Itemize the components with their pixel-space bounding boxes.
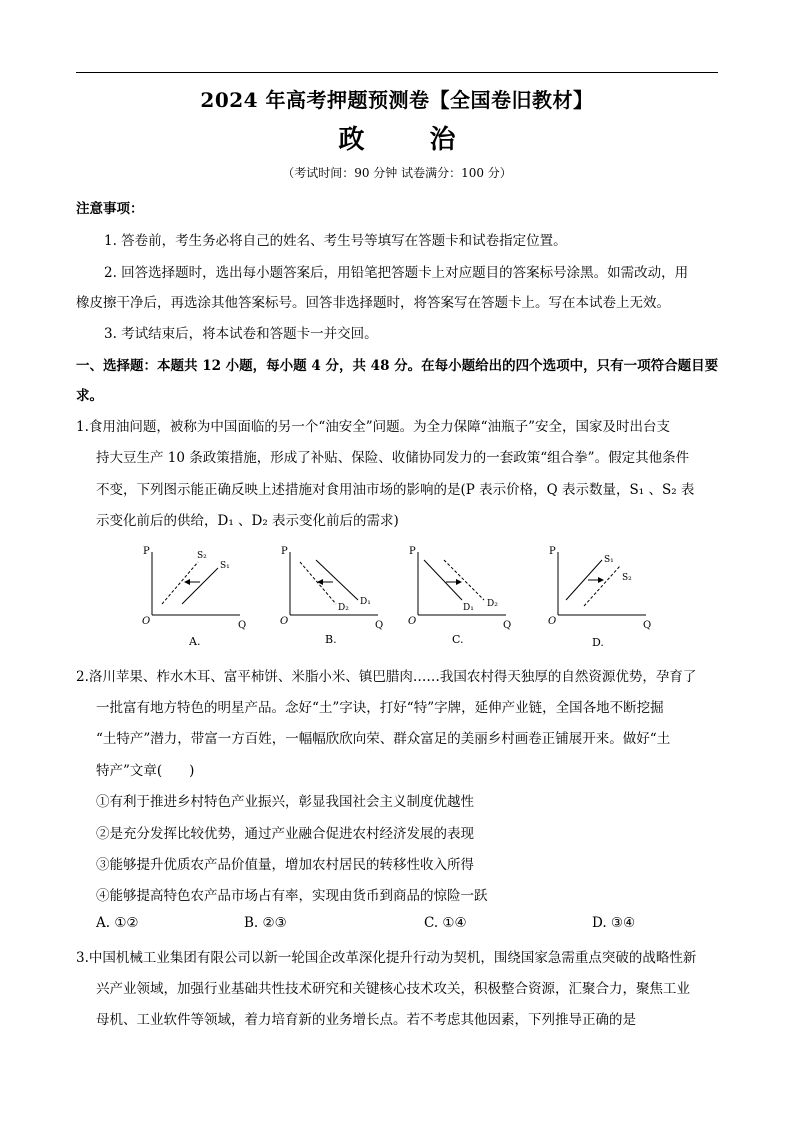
curve-label: D₂ (487, 599, 498, 609)
answer-option-d: D. ③④ (592, 915, 636, 931)
axis-label-q: Q (643, 620, 652, 631)
curve-label: S₁ (220, 561, 230, 571)
curve-label: D₁ (360, 597, 371, 607)
question-text: 特产”文章( ) (96, 763, 195, 779)
notice-heading: 注意事项： (76, 201, 144, 217)
question-text: 兴产业领域，加强行业基础共性技术研究和关键核心技术攻关，积极整合资源，汇聚合力，聚焦工业 (96, 981, 690, 997)
question-text: 1.食用油问题，被称为中国面临的另一个“油安全”问题。为全力保障“油瓶子”安全，国家及时出台支 (76, 419, 670, 435)
graph-a (142, 546, 246, 648)
question-text: 一批富有地方特色的明星产品。念好“土”字诀，打好“特”字牌，延伸产业链，全国各地不断挖掘 (96, 700, 664, 716)
section-heading: 一、选择题：本题共 12 小题，每小题 4 分，共 48 分。在每小题给出的四个选项中，只有一项符合题目要 (76, 358, 719, 374)
curve-s1 (182, 568, 218, 604)
question-text: “土特产”潜力，带富一方百姓，一幅幅欣欣向荣、群众富足的美丽乡村画卷正铺展开来。做好“土 (96, 731, 671, 747)
origin-label: O (142, 616, 151, 627)
curve-label: D₁ (463, 603, 474, 613)
graph-label: A. (189, 635, 201, 648)
curve-label: S₁ (604, 555, 614, 565)
origin-label: O (548, 616, 557, 627)
section-heading-cont: 求。 (76, 388, 103, 404)
statement: ④能够提高特色农产品市场占有率，实现由货币到商品的惊险一跃 (96, 888, 488, 904)
curve-label: S₂ (197, 551, 207, 561)
origin-label: O (408, 616, 417, 627)
graph-label: D. (592, 636, 604, 649)
exam-title: 2024 年高考押题预测卷【全国卷旧教材】 (200, 88, 594, 112)
graph-c (408, 546, 511, 646)
curve-s2 (162, 562, 198, 604)
axis-label-q: Q (238, 620, 247, 631)
q1-graph-figure (0, 540, 794, 655)
graph-label: B. (325, 633, 337, 646)
answer-option-c: C. ①④ (424, 915, 467, 931)
axis-label-p: P (143, 546, 150, 557)
axis-label-p: P (281, 546, 288, 557)
question-text: 不变，下列图示能正确反映上述措施对食用油市场的影响的是(P 表示价格，Q 表示数量，S₁ 、S₂ 表 (96, 482, 695, 498)
question-text: 母机、工业软件等领域，着力培育新的业务增长点。若不考虑其他因素，下列推导正确的是 (96, 1012, 636, 1028)
curve-d2 (444, 560, 484, 600)
notice-item: 3. 考试结束后，将本试卷和答题卡一并交回。 (104, 326, 378, 342)
curve-label: S₂ (622, 573, 632, 583)
axis-label-p: P (549, 546, 556, 557)
axis-label-q: Q (375, 620, 384, 631)
origin-label: O (280, 616, 289, 627)
axis-label-q: Q (503, 620, 512, 631)
curve-d1 (424, 560, 462, 600)
question-text: 2.洛川苹果、柞水木耳、富平柿饼、米脂小米、镇巴腊肉……我国农村得天独厚的自然资源优势，孕育了 (76, 669, 697, 685)
header-rule (76, 72, 718, 73)
subject-title: 政 治 (338, 125, 484, 155)
question-text: 持大豆生产 10 条政策措施，形成了补贴、保险、收储协同发力的一套政策“组合拳”。假定其他条件 (96, 450, 690, 466)
graph-d (548, 546, 651, 649)
question-text: 示变化前后的供给，D₁ 、D₂ 表示变化前后的需求) (96, 513, 399, 529)
statement: ①有利于推进乡村特色产业振兴，彰显我国社会主义制度优越性 (96, 794, 474, 810)
question-text: 3.中国机械工业集团有限公司以新一轮国企改革深化提升行动为契机，围绕国家急需重点突破的战略性新 (76, 950, 697, 966)
statement: ③能够提升优质农产品价值量，增加农村居民的转移性收入所得 (96, 857, 474, 873)
answer-option-b: B. ②③ (244, 915, 287, 931)
statement: ②是充分发挥比较优势，通过产业融合促进农村经济发展的表现 (96, 826, 474, 842)
notice-item: 1. 答卷前，考生务必将自己的姓名、考生号等填写在答题卡和试卷指定位置。 (104, 233, 567, 249)
axis-label-p: P (409, 546, 416, 557)
curve-d1 (316, 560, 358, 600)
graph-label: C. (452, 633, 464, 646)
curve-d2 (300, 562, 336, 604)
notice-item: 橡皮擦干净后，再选涂其他答案标号。回答非选择题时，将答案写在答题卡上。写在本试卷上无效。 (76, 295, 670, 311)
answer-option-a: A. ①② (96, 915, 139, 931)
notice-item: 2. 回答选择题时，选出每小题答案后，用铅笔把答题卡上对应题目的答案标号涂黑。如需改动，用 (104, 265, 689, 281)
curve-s2 (584, 566, 620, 606)
graph-b (280, 546, 383, 646)
curve-label: D₂ (338, 603, 349, 613)
exam-info: （考试时间：90 分钟 试卷满分：100 分） (282, 166, 512, 180)
